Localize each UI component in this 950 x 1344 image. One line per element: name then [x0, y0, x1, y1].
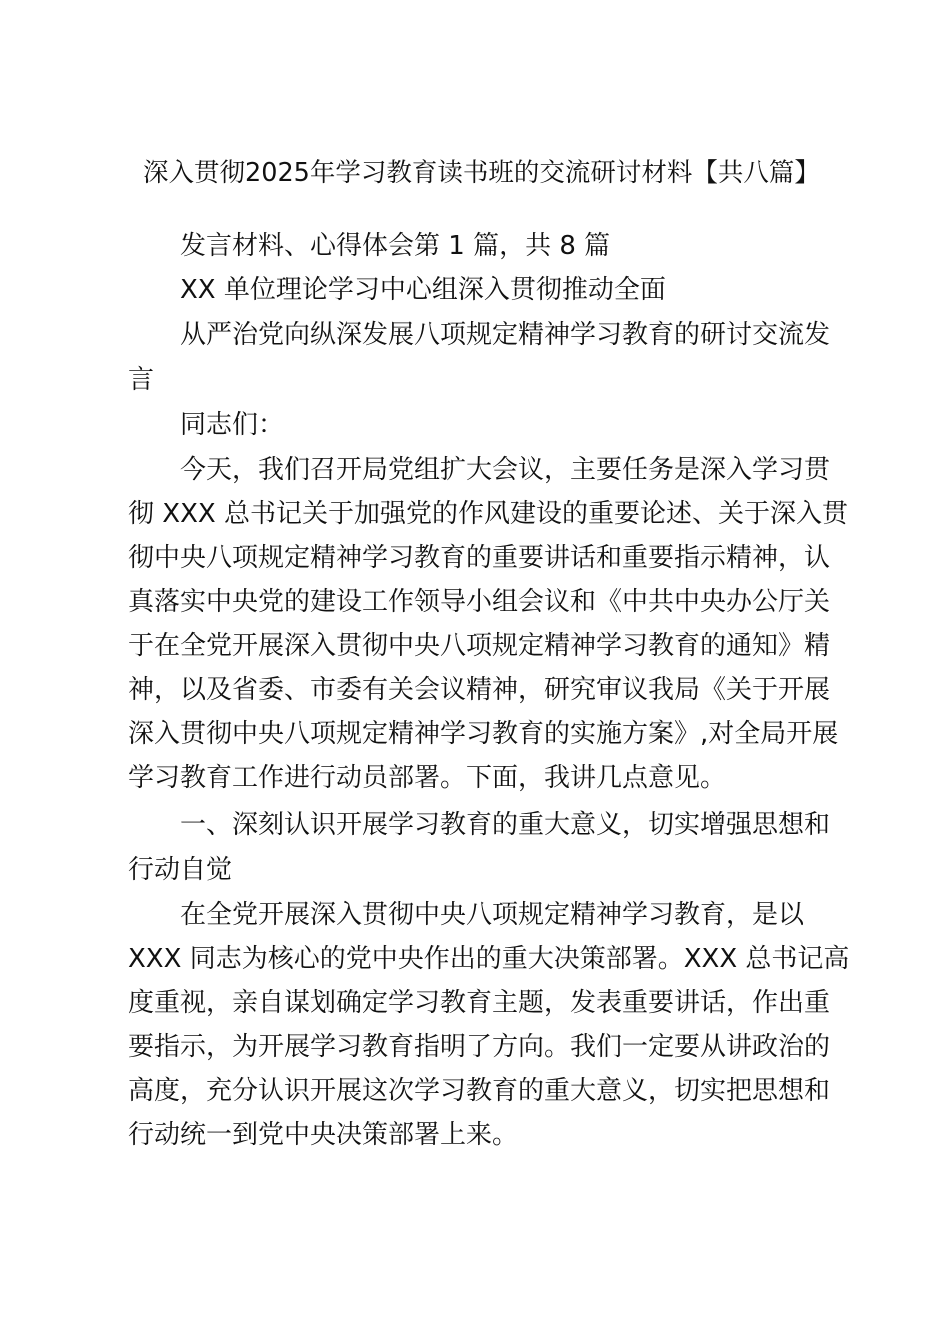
paragraph-1-line: 学习教育工作进行动员部署。下面，我讲几点意见。 [128, 763, 727, 793]
document-title: 深入贯彻2025年学习教育读书班的交流研讨材料【共八篇】 [143, 158, 820, 188]
section-1-heading-line: 一、深刻认识开展学习教育的重大意义，切实增强思想和 [180, 810, 831, 840]
section-1-heading-line: 行动自觉 [128, 855, 233, 885]
paragraph-2-line: 行动统一到党中央决策部署上来。 [128, 1120, 519, 1150]
paragraph-1-line: 今天，我们召开局党组扩大会议，主要任务是深入学习贯 [180, 455, 831, 485]
paragraph-1-line: 深入贯彻中央八项规定精神学习教育的实施方案》,对全局开展 [128, 719, 839, 749]
paragraph-2-line: 在全党开展深入贯彻中央八项规定精神学习教育，是以 [180, 900, 805, 930]
heading-line-3: 言 [128, 365, 155, 395]
heading-line-1: XX 单位理论学习中心组深入贯彻推动全面 [180, 275, 666, 305]
paragraph-1-line: 彻中央八项规定精神学习教育的重要讲话和重要指示精神，认 [128, 543, 831, 573]
heading-line-2: 从严治党向纵深发展八项规定精神学习教育的研讨交流发 [180, 320, 831, 350]
paragraph-1-line: 真落实中央党的建设工作领导小组会议和《中共中央办公厅关 [128, 587, 831, 617]
paragraph-2-line: 要指示，为开展学习教育指明了方向。我们一定要从讲政治的 [128, 1032, 831, 1062]
document-subtitle: 发言材料、心得体会第 1 篇，共 8 篇 [180, 231, 611, 261]
paragraph-1-line: 神，以及省委、市委有关会议精神，研究审议我局《关于开展 [128, 675, 831, 705]
paragraph-2-line: 高度，充分认识开展这次学习教育的重大意义，切实把思想和 [128, 1076, 831, 1106]
paragraph-1-line: 于在全党开展深入贯彻中央八项规定精神学习教育的通知》精 [128, 631, 831, 661]
paragraph-1-line: 彻 XXX 总书记关于加强党的作风建设的重要论述、关于深入贯 [128, 499, 848, 529]
paragraph-2-line: 度重视，亲自谋划确定学习教育主题，发表重要讲话，作出重 [128, 988, 831, 1018]
salutation: 同志们： [180, 410, 285, 440]
paragraph-2-line: XXX 同志为核心的党中央作出的重大决策部署。XXX 总书记高 [128, 944, 850, 974]
